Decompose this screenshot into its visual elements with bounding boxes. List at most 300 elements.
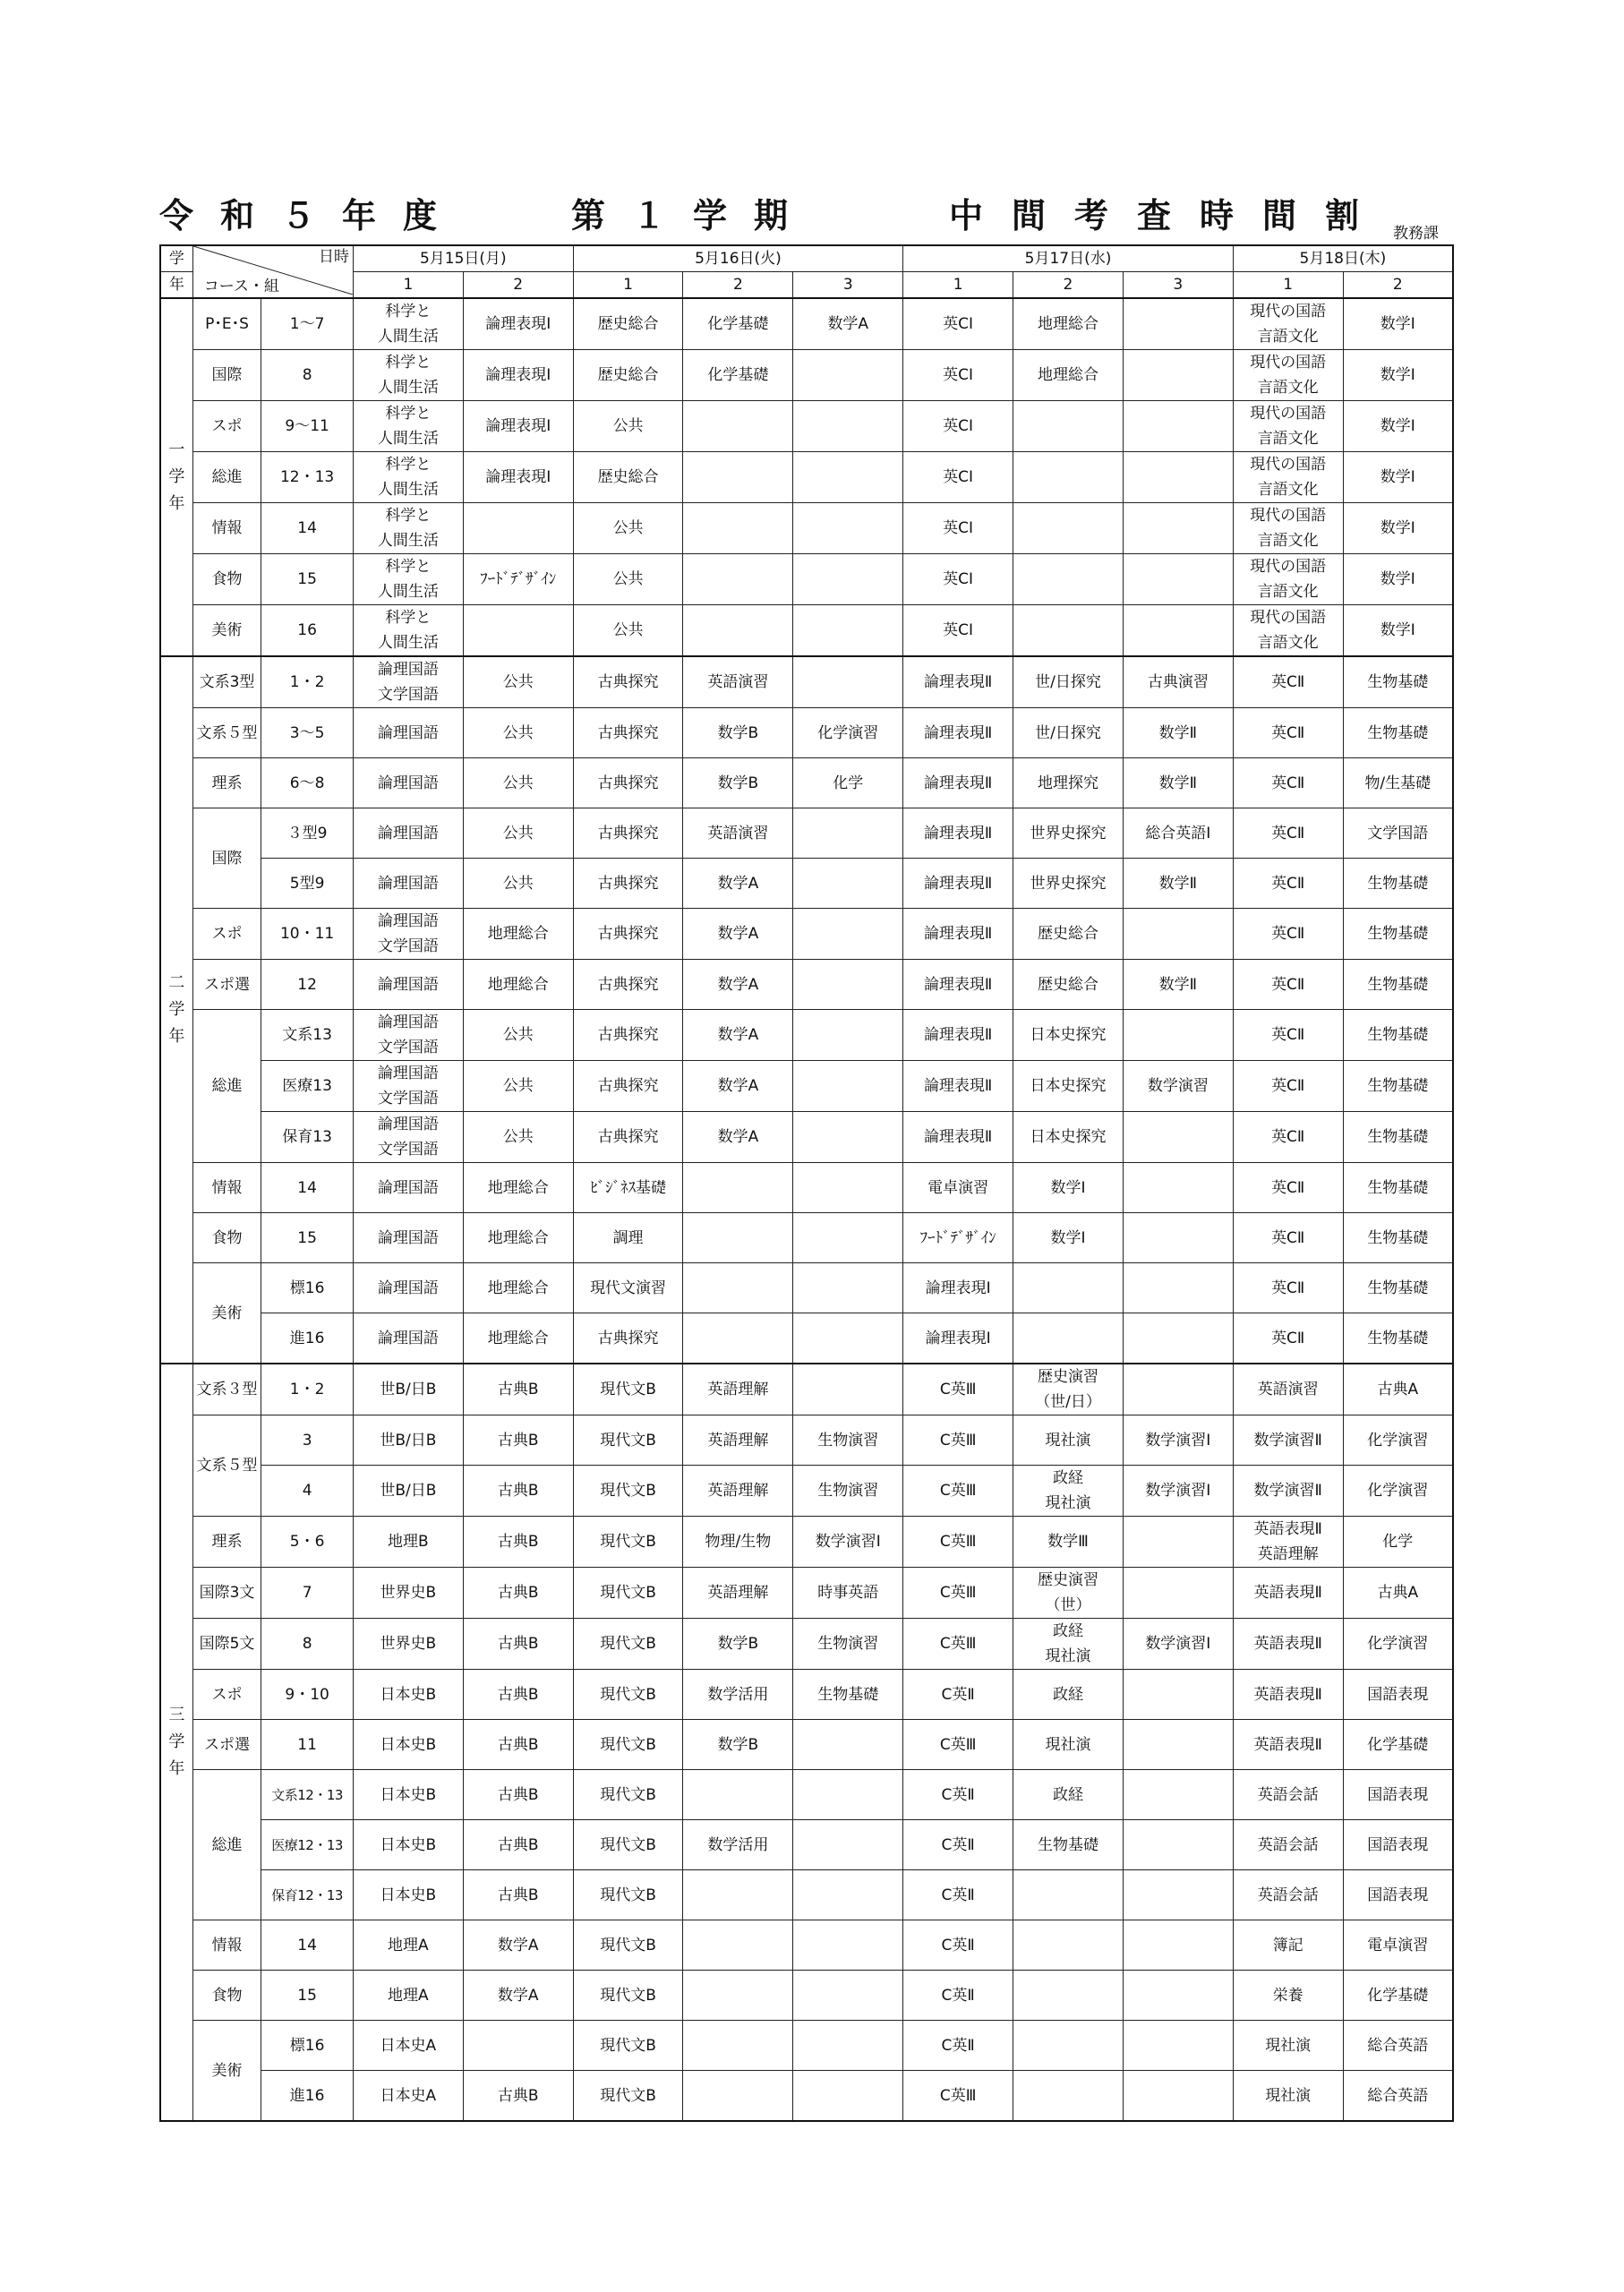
subject-cell: 公共 bbox=[463, 656, 573, 708]
subject-cell bbox=[793, 859, 903, 909]
subject-cell: 日本史B bbox=[353, 1670, 463, 1720]
subject-cell bbox=[793, 452, 903, 503]
table-row bbox=[160, 1670, 1453, 1720]
subject-cell bbox=[683, 605, 793, 657]
subject-cell: 論理国語 bbox=[353, 859, 463, 909]
subject-cell bbox=[793, 1971, 903, 2021]
subject-cell: 数学演習Ⅱ bbox=[1233, 1466, 1343, 1517]
subject-cell: 生物演習 bbox=[793, 1619, 903, 1670]
title-term: 第１学期 bbox=[571, 195, 816, 235]
subject-cell: 現代の国語 言語文化 bbox=[1233, 401, 1343, 452]
subject-cell: 化学 bbox=[793, 758, 903, 808]
subject-cell: 数学Ⅱ bbox=[1123, 708, 1233, 758]
subject-cell: 現代文B bbox=[573, 1770, 683, 1820]
course-name: 美術 bbox=[192, 2021, 261, 2122]
grade-header-bottom: 年 bbox=[160, 272, 192, 299]
period-header: 3 bbox=[1123, 272, 1233, 299]
table-row bbox=[160, 960, 1453, 1010]
subject-cell: 科学と 人間生活 bbox=[353, 401, 463, 452]
subject-cell: C英Ⅱ bbox=[903, 1870, 1013, 1920]
subject-cell: 歴史総合 bbox=[573, 452, 683, 503]
subject-cell bbox=[1123, 1364, 1233, 1415]
subject-cell: 日本史探究 bbox=[1013, 1010, 1124, 1061]
class-number: 12 bbox=[261, 960, 354, 1010]
class-number: 保育13 bbox=[261, 1112, 354, 1163]
subject-cell bbox=[793, 1263, 903, 1313]
class-number: 7 bbox=[261, 1568, 354, 1619]
subject-cell: 古典探究 bbox=[573, 859, 683, 909]
subject-cell: 地理総合 bbox=[1013, 350, 1124, 401]
subject-cell: 数学Ⅱ bbox=[1123, 960, 1233, 1010]
subject-cell bbox=[1123, 1820, 1233, 1870]
table-row bbox=[160, 1213, 1453, 1263]
class-number: 10・11 bbox=[261, 909, 354, 960]
subject-cell bbox=[463, 503, 573, 554]
subject-cell bbox=[683, 2071, 793, 2122]
subject-cell: 地理総合 bbox=[463, 1163, 573, 1213]
period-header: 2 bbox=[1343, 272, 1453, 299]
subject-cell bbox=[793, 605, 903, 657]
subject-cell: 文学国語 bbox=[1343, 808, 1453, 859]
subject-cell: 英CⅡ bbox=[1233, 656, 1343, 708]
subject-cell: 化学 bbox=[1343, 1517, 1453, 1568]
subject-cell: 論理表現Ⅱ bbox=[903, 1112, 1013, 1163]
subject-cell: C英Ⅲ bbox=[903, 1517, 1013, 1568]
subject-cell bbox=[1123, 298, 1233, 350]
subject-cell: 数学B bbox=[683, 1720, 793, 1770]
subject-cell: 生物基礎 bbox=[793, 1670, 903, 1720]
subject-cell: 数学演習Ⅰ bbox=[1123, 1466, 1233, 1517]
period-header: 1 bbox=[573, 272, 683, 299]
subject-cell: 数学A bbox=[683, 1112, 793, 1163]
subject-cell bbox=[793, 1364, 903, 1415]
table-row bbox=[160, 2021, 1453, 2071]
subject-cell: 論理国語 bbox=[353, 1263, 463, 1313]
subject-cell bbox=[1013, 1313, 1124, 1364]
class-number: 文系13 bbox=[261, 1010, 354, 1061]
subject-cell: 論理国語 bbox=[353, 1313, 463, 1364]
table-row bbox=[160, 1364, 1453, 1415]
subject-cell: 英語会話 bbox=[1233, 1770, 1343, 1820]
class-number: 1～7 bbox=[261, 298, 354, 350]
subject-cell: 生物基礎 bbox=[1343, 1010, 1453, 1061]
subject-cell: 英CⅡ bbox=[1233, 808, 1343, 859]
subject-cell: 英CⅠ bbox=[903, 605, 1013, 657]
table-row bbox=[160, 1313, 1453, 1364]
table-row bbox=[160, 1466, 1453, 1517]
subject-cell bbox=[793, 2071, 903, 2122]
period-header: 2 bbox=[683, 272, 793, 299]
grade-label: 一 学 年 bbox=[160, 298, 192, 656]
subject-cell: 現代文B bbox=[573, 1568, 683, 1619]
subject-cell: 現代文B bbox=[573, 1971, 683, 2021]
subject-cell bbox=[793, 2021, 903, 2071]
period-header: 1 bbox=[1233, 272, 1343, 299]
class-number: 9～11 bbox=[261, 401, 354, 452]
subject-cell: 数学Ⅰ bbox=[1343, 350, 1453, 401]
subject-cell: 論理表現Ⅰ bbox=[903, 1263, 1013, 1313]
subject-cell: 古典B bbox=[463, 1364, 573, 1415]
subject-cell: 生物基礎 bbox=[1013, 1820, 1124, 1870]
subject-cell: C英Ⅱ bbox=[903, 2021, 1013, 2071]
table-row bbox=[160, 656, 1453, 708]
subject-cell: 英CⅡ bbox=[1233, 960, 1343, 1010]
subject-cell: 公共 bbox=[573, 401, 683, 452]
subject-cell: 政経 現社演 bbox=[1013, 1466, 1124, 1517]
subject-cell: 論理国語 文学国語 bbox=[353, 656, 463, 708]
subject-cell: 政経 bbox=[1013, 1770, 1124, 1820]
table-row bbox=[160, 554, 1453, 605]
subject-cell bbox=[1013, 503, 1124, 554]
class-number: 標16 bbox=[261, 1263, 354, 1313]
subject-cell: 数学活用 bbox=[683, 1670, 793, 1720]
subject-cell bbox=[793, 909, 903, 960]
subject-cell: 現代文B bbox=[573, 1364, 683, 1415]
subject-cell: 生物演習 bbox=[793, 1466, 903, 1517]
subject-cell bbox=[1123, 554, 1233, 605]
subject-cell: 生物基礎 bbox=[1343, 708, 1453, 758]
subject-cell: 論理表現Ⅱ bbox=[903, 708, 1013, 758]
subject-cell: 現社演 bbox=[1233, 2021, 1343, 2071]
class-number: 1・2 bbox=[261, 1364, 354, 1415]
subject-cell: 生物演習 bbox=[793, 1415, 903, 1466]
class-number: 5型9 bbox=[261, 859, 354, 909]
subject-cell: 現代の国語 言語文化 bbox=[1233, 605, 1343, 657]
subject-cell: 現代の国語 言語文化 bbox=[1233, 503, 1343, 554]
subject-cell: 地理総合 bbox=[463, 909, 573, 960]
subject-cell: 古典探究 bbox=[573, 960, 683, 1010]
subject-cell: 数学Ⅰ bbox=[1343, 503, 1453, 554]
subject-cell: 論理表現Ⅱ bbox=[903, 656, 1013, 708]
class-number: 保育12・13 bbox=[261, 1870, 354, 1920]
subject-cell: 地理総合 bbox=[463, 1313, 573, 1364]
subject-cell: 世/日探究 bbox=[1013, 656, 1124, 708]
table-row bbox=[160, 859, 1453, 909]
subject-cell: 国語表現 bbox=[1343, 1820, 1453, 1870]
course-name: スポ選 bbox=[192, 1720, 261, 1770]
day-header: 5月16日(火) bbox=[573, 245, 903, 272]
table-row bbox=[160, 1517, 1453, 1568]
subject-cell: 現社演 bbox=[1013, 1415, 1124, 1466]
subject-cell: 英語表現Ⅱ bbox=[1233, 1670, 1343, 1720]
class-number: 3 bbox=[261, 1415, 354, 1466]
subject-cell: 世界史B bbox=[353, 1619, 463, 1670]
subject-cell: 英語理解 bbox=[683, 1415, 793, 1466]
subject-cell: 英CⅡ bbox=[1233, 1213, 1343, 1263]
subject-cell: 現代文B bbox=[573, 1619, 683, 1670]
subject-cell bbox=[1013, 1971, 1124, 2021]
subject-cell: 英CⅠ bbox=[903, 350, 1013, 401]
subject-cell: 論理国語 bbox=[353, 708, 463, 758]
subject-cell: 現代文B bbox=[573, 1517, 683, 1568]
table-row bbox=[160, 1061, 1453, 1112]
subject-cell: 現社演 bbox=[1013, 1720, 1124, 1770]
course-name: 文系５型 bbox=[192, 1415, 261, 1517]
subject-cell: 数学A bbox=[683, 960, 793, 1010]
table-row bbox=[160, 1720, 1453, 1770]
class-number: 進16 bbox=[261, 2071, 354, 2122]
subject-cell: 歴史総合 bbox=[573, 350, 683, 401]
subject-cell: 科学と 人間生活 bbox=[353, 452, 463, 503]
subject-cell: 生物基礎 bbox=[1343, 656, 1453, 708]
table-row bbox=[160, 2071, 1453, 2122]
subject-cell: 現代文B bbox=[573, 1870, 683, 1920]
subject-cell bbox=[793, 1112, 903, 1163]
subject-cell: 論理国語 文学国語 bbox=[353, 1010, 463, 1061]
subject-cell: 論理表現Ⅱ bbox=[903, 960, 1013, 1010]
course-name: 理系 bbox=[192, 758, 261, 808]
subject-cell: 現代文B bbox=[573, 1920, 683, 1971]
subject-cell: C英Ⅱ bbox=[903, 1971, 1013, 2021]
subject-cell: 総合英語Ⅰ bbox=[1123, 808, 1233, 859]
class-number: 5・6 bbox=[261, 1517, 354, 1568]
subject-cell: 化学演習 bbox=[793, 708, 903, 758]
subject-cell bbox=[1123, 350, 1233, 401]
course-name: 美術 bbox=[192, 1263, 261, 1364]
subject-cell: 地理総合 bbox=[1013, 298, 1124, 350]
table-row bbox=[160, 1920, 1453, 1971]
subject-cell: C英Ⅲ bbox=[903, 2071, 1013, 2122]
subject-cell: 世B/日B bbox=[353, 1364, 463, 1415]
subject-cell: 現社演 bbox=[1233, 2071, 1343, 2122]
subject-cell: 古典B bbox=[463, 1568, 573, 1619]
course-name: 文系５型 bbox=[192, 708, 261, 758]
course-label: コース・組 bbox=[203, 278, 279, 295]
table-row bbox=[160, 909, 1453, 960]
subject-cell: 英語演習 bbox=[683, 656, 793, 708]
subject-cell: 数学Ⅰ bbox=[1343, 401, 1453, 452]
subject-cell bbox=[683, 554, 793, 605]
course-name: 美術 bbox=[192, 605, 261, 657]
title-year: 令和５年度 bbox=[159, 195, 465, 235]
period-header: 1 bbox=[353, 272, 463, 299]
subject-cell: 古典探究 bbox=[573, 1112, 683, 1163]
class-number: 1・2 bbox=[261, 656, 354, 708]
subject-cell bbox=[1123, 1870, 1233, 1920]
subject-cell: 古典B bbox=[463, 2071, 573, 2122]
subject-cell: 数学活用 bbox=[683, 1820, 793, 1870]
subject-cell: 歴史総合 bbox=[573, 298, 683, 350]
subject-cell: 数学B bbox=[683, 758, 793, 808]
subject-cell: 現代文演習 bbox=[573, 1263, 683, 1313]
subject-cell: 論理表現Ⅰ bbox=[903, 1313, 1013, 1364]
table-row bbox=[160, 708, 1453, 758]
course-name: 理系 bbox=[192, 1517, 261, 1568]
subject-cell: 英語表現Ⅱ 英語理解 bbox=[1233, 1517, 1343, 1568]
subject-cell: 地理総合 bbox=[463, 1263, 573, 1313]
subject-cell: C英Ⅱ bbox=[903, 1820, 1013, 1870]
subject-cell: 英CⅠ bbox=[903, 503, 1013, 554]
subject-cell: 国語表現 bbox=[1343, 1770, 1453, 1820]
subject-cell: C英Ⅲ bbox=[903, 1619, 1013, 1670]
subject-cell bbox=[793, 1720, 903, 1770]
subject-cell: 論理国語 bbox=[353, 960, 463, 1010]
subject-cell: 生物基礎 bbox=[1343, 909, 1453, 960]
class-number: 医療12・13 bbox=[261, 1820, 354, 1870]
subject-cell: 世界史探究 bbox=[1013, 808, 1124, 859]
subject-cell: 総合英語 bbox=[1343, 2071, 1453, 2122]
subject-cell: 古典B bbox=[463, 1870, 573, 1920]
subject-cell bbox=[683, 452, 793, 503]
subject-cell: 古典B bbox=[463, 1415, 573, 1466]
subject-cell: 古典探究 bbox=[573, 708, 683, 758]
table-row bbox=[160, 1568, 1453, 1619]
subject-cell: 数学Ⅰ bbox=[1013, 1213, 1124, 1263]
subject-cell: 数学Ⅰ bbox=[1343, 298, 1453, 350]
subject-cell bbox=[683, 1163, 793, 1213]
subject-cell: 国語表現 bbox=[1343, 1870, 1453, 1920]
subject-cell bbox=[1013, 554, 1124, 605]
subject-cell: 生物基礎 bbox=[1343, 1263, 1453, 1313]
subject-cell: 歴史総合 bbox=[1013, 960, 1124, 1010]
subject-cell bbox=[1123, 1971, 1233, 2021]
course-name: 文系3型 bbox=[192, 656, 261, 708]
subject-cell bbox=[793, 554, 903, 605]
subject-cell bbox=[683, 1920, 793, 1971]
subject-cell: 現代文B bbox=[573, 1466, 683, 1517]
subject-cell: 科学と 人間生活 bbox=[353, 554, 463, 605]
subject-cell: 数学Ⅲ bbox=[1013, 1517, 1124, 1568]
subject-cell: 現代の国語 言語文化 bbox=[1233, 554, 1343, 605]
class-number: 8 bbox=[261, 1619, 354, 1670]
subject-cell: 英CⅠ bbox=[903, 452, 1013, 503]
table-row bbox=[160, 1010, 1453, 1061]
subject-cell: C英Ⅲ bbox=[903, 1364, 1013, 1415]
subject-cell: ﾌｰﾄﾞﾃﾞｻﾞｲﾝ bbox=[463, 554, 573, 605]
subject-cell: 生物基礎 bbox=[1343, 1112, 1453, 1163]
subject-cell bbox=[1123, 452, 1233, 503]
subject-cell: 歴史演習 （世/日） bbox=[1013, 1364, 1124, 1415]
subject-cell: 古典B bbox=[463, 1670, 573, 1720]
course-name: スポ bbox=[192, 401, 261, 452]
subject-cell bbox=[793, 1213, 903, 1263]
subject-cell: 日本史A bbox=[353, 2071, 463, 2122]
subject-cell bbox=[793, 1010, 903, 1061]
subject-cell: 古典B bbox=[463, 1619, 573, 1670]
subject-cell bbox=[1123, 1920, 1233, 1971]
subject-cell: ﾋﾞｼﾞﾈｽ基礎 bbox=[573, 1163, 683, 1213]
table-row bbox=[160, 1770, 1453, 1820]
subject-cell: 数学演習Ⅱ bbox=[1233, 1415, 1343, 1466]
subject-cell: 古典探究 bbox=[573, 909, 683, 960]
subject-cell: 化学基礎 bbox=[683, 298, 793, 350]
subject-cell: 現代の国語 言語文化 bbox=[1233, 298, 1343, 350]
period-header: 3 bbox=[793, 272, 903, 299]
subject-cell bbox=[1123, 1112, 1233, 1163]
class-number: 6～8 bbox=[261, 758, 354, 808]
subject-cell: 化学基礎 bbox=[683, 350, 793, 401]
subject-cell bbox=[1123, 1313, 1233, 1364]
subject-cell: 論理表現Ⅰ bbox=[463, 350, 573, 401]
subject-cell bbox=[1123, 1163, 1233, 1213]
subject-cell: 数学Ⅱ bbox=[1123, 758, 1233, 808]
class-number: 15 bbox=[261, 1971, 354, 2021]
subject-cell: 日本史探究 bbox=[1013, 1112, 1124, 1163]
subject-cell: 日本史B bbox=[353, 1770, 463, 1820]
table-row bbox=[160, 605, 1453, 657]
subject-cell: 科学と 人間生活 bbox=[353, 605, 463, 657]
day-header: 5月18日(木) bbox=[1233, 245, 1453, 272]
subject-cell: 古典演習 bbox=[1123, 656, 1233, 708]
subject-cell: 数学Ⅰ bbox=[1343, 452, 1453, 503]
course-name: 情報 bbox=[192, 1163, 261, 1213]
subject-cell: 地理探究 bbox=[1013, 758, 1124, 808]
subject-cell bbox=[463, 605, 573, 657]
subject-cell: 英CⅡ bbox=[1233, 1010, 1343, 1061]
subject-cell bbox=[683, 2021, 793, 2071]
class-number: 14 bbox=[261, 503, 354, 554]
subject-cell: 物/生基礎 bbox=[1343, 758, 1453, 808]
subject-cell: 現代文B bbox=[573, 1415, 683, 1466]
subject-cell: 歴史総合 bbox=[1013, 909, 1124, 960]
subject-cell: 英語会話 bbox=[1233, 1870, 1343, 1920]
subject-cell: 論理国語 bbox=[353, 1163, 463, 1213]
subject-cell bbox=[463, 2021, 573, 2071]
subject-cell: 古典B bbox=[463, 1770, 573, 1820]
class-number: 3～5 bbox=[261, 708, 354, 758]
subject-cell: 地理総合 bbox=[463, 960, 573, 1010]
subject-cell: 英語会話 bbox=[1233, 1820, 1343, 1870]
subject-cell: 現代の国語 言語文化 bbox=[1233, 452, 1343, 503]
subject-cell: 公共 bbox=[573, 605, 683, 657]
course-name: 文系３型 bbox=[192, 1364, 261, 1415]
subject-cell: 数学A bbox=[683, 1010, 793, 1061]
subject-cell: C英Ⅱ bbox=[903, 1920, 1013, 1971]
table-row bbox=[160, 1619, 1453, 1670]
table-row bbox=[160, 1263, 1453, 1313]
subject-cell: 英語表現Ⅱ bbox=[1233, 1568, 1343, 1619]
subject-cell: 公共 bbox=[463, 1010, 573, 1061]
subject-cell: 古典B bbox=[463, 1466, 573, 1517]
course-name: 総進 bbox=[192, 452, 261, 503]
subject-cell: 現代文B bbox=[573, 1670, 683, 1720]
subject-cell bbox=[1123, 2071, 1233, 2122]
table-row bbox=[160, 350, 1453, 401]
subject-cell: 化学演習 bbox=[1343, 1619, 1453, 1670]
subject-cell: C英Ⅲ bbox=[903, 1415, 1013, 1466]
subject-cell bbox=[793, 1820, 903, 1870]
subject-cell bbox=[683, 1213, 793, 1263]
subject-cell bbox=[1123, 1770, 1233, 1820]
subject-cell: 世界史探究 bbox=[1013, 859, 1124, 909]
subject-cell: 数学B bbox=[683, 708, 793, 758]
subject-cell: 英語演習 bbox=[1233, 1364, 1343, 1415]
subject-cell: 総合英語 bbox=[1343, 2021, 1453, 2071]
subject-cell bbox=[1123, 2021, 1233, 2071]
subject-cell: C英Ⅲ bbox=[903, 1466, 1013, 1517]
subject-cell: 論理表現Ⅱ bbox=[903, 1010, 1013, 1061]
class-number: 11 bbox=[261, 1720, 354, 1770]
subject-cell: 公共 bbox=[573, 503, 683, 554]
table-row bbox=[160, 452, 1453, 503]
course-name: 総進 bbox=[192, 1010, 261, 1163]
subject-cell: 数学演習Ⅰ bbox=[793, 1517, 903, 1568]
subject-cell: 公共 bbox=[463, 808, 573, 859]
subject-cell: 論理表現Ⅰ bbox=[463, 401, 573, 452]
subject-cell: 論理表現Ⅱ bbox=[903, 859, 1013, 909]
subject-cell: 日本史探究 bbox=[1013, 1061, 1124, 1112]
subject-cell: 古典探究 bbox=[573, 1313, 683, 1364]
subject-cell: 論理国語 文学国語 bbox=[353, 909, 463, 960]
subject-cell: 世界史B bbox=[353, 1568, 463, 1619]
subject-cell: 英CⅡ bbox=[1233, 909, 1343, 960]
subject-cell: 古典探究 bbox=[573, 656, 683, 708]
subject-cell: 政経 bbox=[1013, 1670, 1124, 1720]
subject-cell: 英CⅡ bbox=[1233, 1163, 1343, 1213]
subject-cell: 公共 bbox=[463, 708, 573, 758]
title-exam: 中間考査時間割 bbox=[949, 195, 1389, 235]
subject-cell: 日本史B bbox=[353, 1820, 463, 1870]
